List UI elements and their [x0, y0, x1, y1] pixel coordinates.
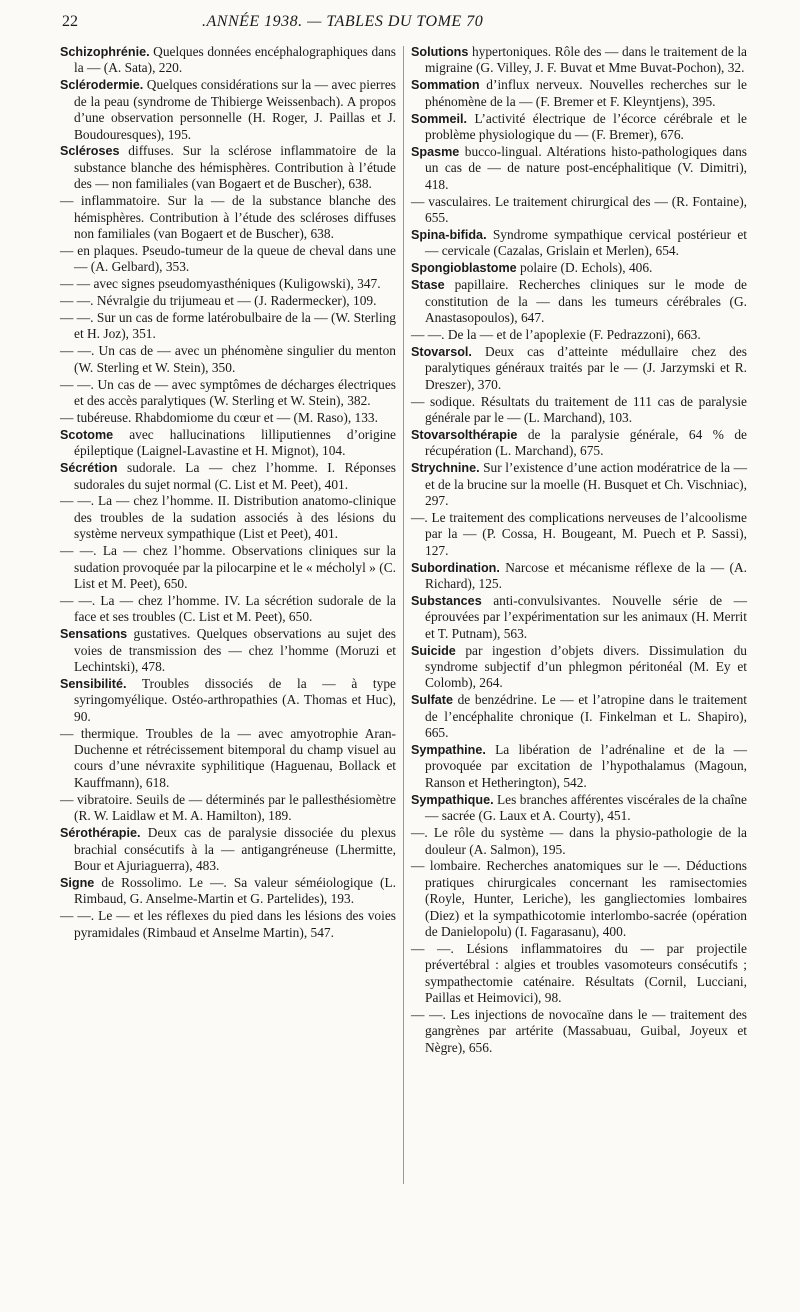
index-entry [60, 410, 396, 426]
index-entry [60, 908, 396, 941]
entry-text: de Rossolimo. Le —. Sa valeur séméiologique (L. Rimbaud, G. Anselme-Martin et G. Partelides), 193. [74, 874, 396, 907]
entry-text: — tubéreuse. Rhabdomiome du cœur et — (M. Raso), 133. [60, 409, 378, 425]
right-column [411, 44, 747, 1057]
entry-headword: Subordination. [411, 560, 500, 575]
entry-headword: Stase [411, 278, 445, 293]
entry-text: — —. Névralgie du trijumeau et — (J. Radermecker), 109. [60, 293, 377, 309]
index-entry [411, 593, 747, 642]
entry-text: gustatives. Quelques observations au sujet des voies de transmission des — chez l’homme (Moruzi et Lechintski), 478. [74, 626, 396, 675]
entry-text: — —. Sur un cas de forme latérobulbaire de la — (W. Sterling et H. Joz), 351. [60, 310, 396, 342]
entry-text: bucco-lingual. Altérations histo-pathologiques dans un cas de — de nature post-encéphalitique (V. Dimitri), 418. [425, 143, 747, 192]
index-entry [411, 144, 747, 193]
entry-text: — en plaques. Pseudo-tumeur de la queue de cheval dans une — (A. Gelbard), 353. [60, 242, 396, 275]
entry-text: Deux cas de paralysie dissociée du plexus brachial consécutifs à la — antigangréneuse (Lhermitte, Bour et Ajuriaguerra), 483. [74, 825, 396, 873]
entry-text: — thermique. Troubles de la — avec amyotrophie Aran-Duchenne et rétrécissement bitemporal du champ visuel au cours d’une névraxite syphilitique (Haguenau, Bollack et Kauffmann), 618. [60, 725, 396, 790]
entry-text: diffuses. Sur la sclérose inflammatoire de la substance blanche des hémisphères. Contribution à l’étude des — non familiales (van Bogaert et de Buscher), 638. [74, 143, 396, 192]
entry-text: — —. La — chez l’homme. II. Distribution anatomo-clinique des troubles de la sudation associés à des lésions du système nerveux sympathique (List et Peet), 401. [60, 493, 396, 542]
entry-text: Quelques données encéphalographiques dans la — (A. Sata), 220. [74, 44, 396, 76]
entry-text: — —. Lésions inflammatoires du — par projectile prévertébral : algies et troubles vasomoteurs consécutifs ; sympathectomie caténaire. Résultats (Cornil, Lucciani, Paillas et Heimovici), 98. [411, 940, 747, 1006]
entry-text: Deux cas d’atteinte médullaire chez des paralytiques généraux traités par le — (J. Jarzymski et R. Dreszer), 370. [425, 343, 747, 392]
index-entry [411, 941, 747, 1007]
entry-text: par ingestion d’objets divers. Dissimulation du syndrome subjectif d’un phlegmon péritonéal (M. Ey et Colomb), 264. [425, 642, 747, 691]
entry-text: La libération de l’adrénaline et de la — provoquée par excitation de l’hypothalamus (Magoun, Ranson et Hetherington), 542. [425, 742, 747, 790]
entry-text: — sodique. Résultats du traitement de 111 cas de paralysie générale par le — (L. Marchand), 103. [411, 393, 747, 425]
entry-text: Sur l’existence d’une action modératrice de la — et de la brucine sur la moelle (H. Busquet et Ch. Vischniac), 297. [425, 460, 747, 508]
entry-text: — —. La — chez l’homme. IV. La sécrétion sudorale de la face et ses troubles (C. List et M. Peet), 650. [60, 592, 396, 625]
entry-text: — —. La — chez l’homme. Observations cliniques sur la sudation provoquée par la pilocarpine et le « mécholyl » (C. List et M. Peet), 650. [60, 543, 396, 591]
entry-text: Narcose et mécanisme réflexe de la — (A. Richard), 125. [425, 559, 747, 591]
index-entry [411, 692, 747, 741]
entry-text: — —. Un cas de — avec symptômes de décharges électriques et des accès paralytiques (W. Sterling et W. Stein), 382. [60, 376, 396, 409]
index-entry [411, 327, 747, 343]
index-entry [411, 510, 747, 559]
entry-text: anti-convulsivantes. Nouvelle série de — éprouvées par l’expérimentation sur les animaux (H. Merrit et T. Putnam), 563. [425, 592, 747, 641]
entry-text: — —. Les injections de novocaïne dans le — traitement des gangrènes par artérite (Massabuau, Guibal, Joyeux et Nègre), 656. [411, 1007, 747, 1055]
index-entry [60, 343, 396, 376]
index-entry [411, 460, 747, 509]
index-entry [60, 875, 396, 908]
index-entry [60, 825, 396, 874]
left-column [60, 44, 396, 941]
entry-text: L’activité électrique de l’écorce cérébrale et le problème physiologique du — (F. Bremer), 676. [425, 110, 747, 143]
entry-text: Les branches afférentes viscérales de la chaîne — sacrée (G. Laux et A. Courty), 451. [425, 791, 747, 824]
entry-text: hypertoniques. Rôle des — dans le traitement de la migraine (G. Villey, J. F. Buvat et Mme Buvat-Pochon), 32. [425, 44, 747, 76]
entry-text: — inflammatoire. Sur la — de la substance blanche des hémisphères. Contribution à l’étude des scléroses diffuses non familiales (van Bogaert et de Buscher), 638. [60, 193, 396, 241]
index-entry [60, 44, 396, 77]
entry-headword: Sensibilité. [60, 676, 127, 691]
entry-headword: Spina-bifida. [411, 227, 487, 242]
entry-text: — — avec signes pseudomyasthéniques (Kuligowski), 347. [60, 276, 381, 292]
entry-text: Quelques considérations sur la — avec pierres de la peau (syndrome de Thibierge Weissenbach). A propos d’une observation personnelle (H. Roger, J. Paillas et J. Boudouresques), 195. [74, 77, 396, 142]
index-entry [60, 276, 396, 292]
index-entry [60, 243, 396, 276]
index-entry [411, 792, 747, 825]
entry-text: de la paralysie générale, 64 % de récupération (L. Marchand), 675. [425, 426, 747, 459]
index-entry [60, 493, 396, 542]
entry-headword: Signe [60, 875, 95, 890]
entry-headword: Scléroses [60, 144, 120, 159]
index-entry [411, 742, 747, 791]
entry-text: Syndrome sympathique cervical postérieur et — cervicale (Cazalas, Grislain et Merlen), 654. [425, 226, 747, 259]
entry-text: —. Le traitement des complications nerveuses de l’alcoolisme par la — (P. Cossa, H. Bougeant, M. Puech et P. Sassi), 127. [411, 509, 747, 558]
index-entry [411, 277, 747, 326]
entry-headword: Sérothérapie. [60, 826, 141, 841]
index-entry [60, 676, 396, 725]
index-entry [411, 194, 747, 227]
entry-text: — —. De la — et de l’apoplexie (F. Pedrazzoni), 663. [411, 326, 701, 342]
index-entry [60, 193, 396, 242]
entry-text: d’influx nerveux. Nouvelles recherches sur le phénomène de la — (F. Bremer et F. Kleyntjens), 395. [425, 77, 747, 109]
entry-headword: Solutions [411, 45, 469, 59]
index-entry [411, 858, 747, 940]
index-entry [411, 77, 747, 110]
entry-text: Troubles dissociés de la — à type syringomyélique. Ostéo-arthropathies (A. Thomas et Huc), 90. [74, 675, 396, 724]
entry-headword: Sulfate [411, 693, 453, 708]
index-entry [60, 593, 396, 626]
entry-headword: Sympathine. [411, 743, 486, 758]
entry-headword: Schizophrénie. [60, 45, 150, 59]
entry-headword: Sympathique. [411, 792, 494, 807]
index-entry [60, 310, 396, 343]
running-title: .ANNÉE 1938. — TABLES DU TOME 70 [202, 13, 484, 30]
entry-text: — vibratoire. Seuils de — déterminés par le pallesthésiomètre (R. W. Laidlaw et M. A. Hamilton), 189. [60, 791, 396, 824]
index-entry [411, 825, 747, 858]
index-entry [411, 560, 747, 593]
entry-text: papillaire. Recherches cliniques sur le mode de constitution de la — dans les tumeurs cérébrales (G. Anastasopoulos), 647. [425, 277, 747, 325]
entry-text: — vasculaires. Le traitement chirurgical des — (R. Fontaine), 655. [411, 193, 747, 226]
entry-text: avec hallucinations lilliputiennes d’origine épileptique (Laignel-Lavastine et H. Mignot), 104. [74, 426, 396, 459]
index-entry [60, 460, 396, 493]
entry-headword: Spongioblastome [411, 261, 517, 276]
index-entry [60, 792, 396, 825]
index-entry [60, 726, 396, 792]
index-entry [60, 293, 396, 309]
index-entry [411, 111, 747, 144]
index-entry [411, 643, 747, 692]
index-entry [60, 377, 396, 410]
index-entry [60, 626, 396, 675]
entry-headword: Strychnine. [411, 461, 480, 476]
entry-text: polaire (D. Echols), 406. [516, 260, 653, 276]
index-entry [60, 77, 396, 143]
entry-text: — lombaire. Recherches anatomiques sur le —. Déductions pratiques chirurgicales concernant les ramisectomies (Royle, Hunter, Leriche), les gangliectomies lombaires (Diez) et la sympathicotomie interlombo-sacrée (opération de Danielopolu) (I. Fagarasanu), 400. [411, 858, 747, 940]
entry-headword: Sécrétion [60, 461, 118, 476]
entry-headword: Sommeil. [411, 111, 467, 126]
entry-headword: Scotome [60, 427, 114, 442]
entry-text: — —. Un cas de — avec un phénomène singulier du menton (W. Sterling et W. Stein), 350. [60, 343, 396, 375]
entry-headword: Suicide [411, 643, 456, 658]
index-entry [60, 543, 396, 592]
entry-headword: Stovarsolthérapie [411, 427, 518, 442]
entry-headword: Spasme [411, 144, 460, 159]
page-header [62, 8, 742, 36]
index-entry [411, 1007, 747, 1056]
index-entry [411, 44, 747, 77]
index-entry [411, 394, 747, 427]
index-entry [411, 260, 747, 276]
entry-headword: Substances [411, 593, 482, 608]
index-entry [60, 143, 396, 192]
page-number: 22 [62, 13, 78, 30]
entry-text: — —. Le — et les réflexes du pied dans les lésions des voies pyramidales (Rimbaud et Anselme Martin), 547. [60, 908, 396, 940]
column-divider [403, 46, 404, 1184]
index-entry [60, 427, 396, 460]
entry-text: sudorale. La — chez l’homme. I. Réponses sudorales du sujet normal (C. List et M. Peet), 401. [74, 460, 396, 492]
entry-text: de benzédrine. Le — et l’atropine dans le traitement de l’encéphalite chronique (I. Finkelman et L. Shapiro), 665. [425, 692, 747, 741]
entry-headword: Sensations [60, 627, 128, 642]
entry-text: —. Le rôle du système — dans la physio-pathologie de la douleur (A. Salmon), 195. [411, 825, 747, 857]
entry-headword: Sclérodermie. [60, 78, 144, 93]
entry-headword: Sommation [411, 78, 480, 93]
index-entry [411, 227, 747, 260]
entry-headword: Stovarsol. [411, 344, 472, 359]
index-entry [411, 427, 747, 460]
index-entry [411, 344, 747, 393]
